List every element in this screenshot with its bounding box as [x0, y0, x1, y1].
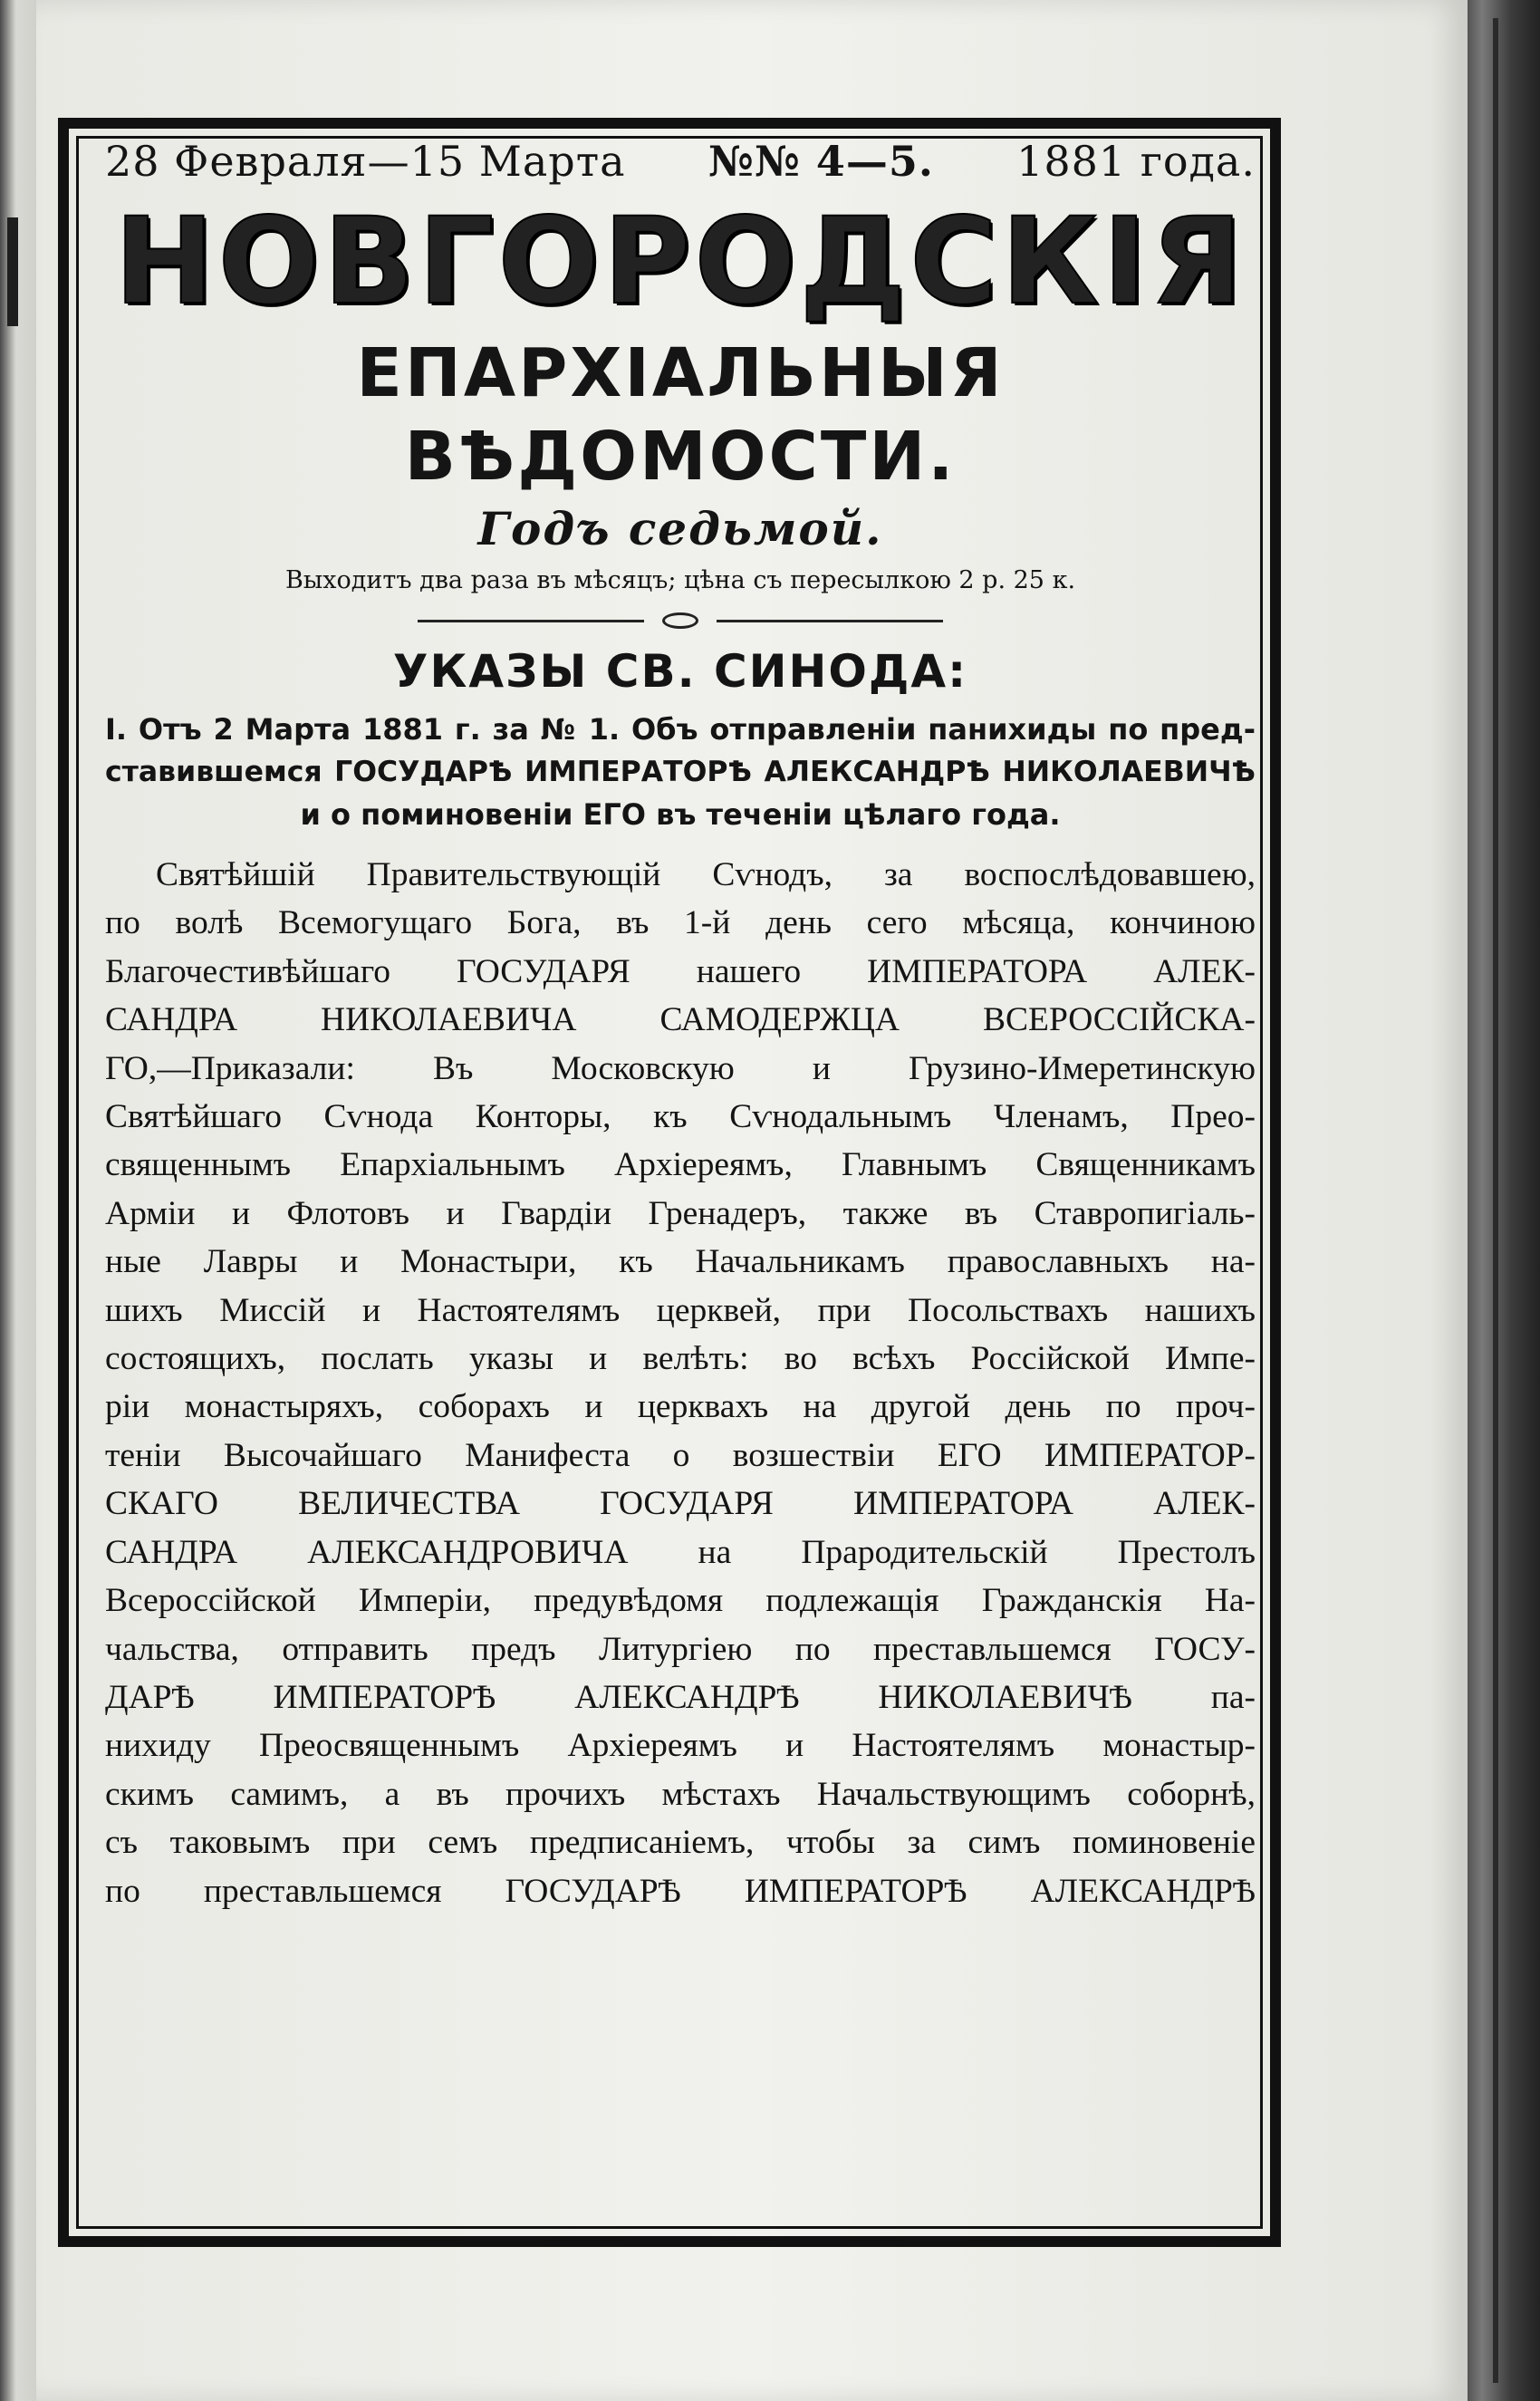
body-line: съ таковымъ при семъ предписаніемъ, чтобы за симъ поминовеніе — [105, 1824, 1256, 1862]
decree-title-line: I. Отъ 2 Марта 1881 г. за № 1. Объ отправленіи панихиды по пред- — [105, 712, 1256, 747]
body-line: Благочестивѣйшаго ГОСУДАРЯ нашего ИМПЕРАТОРА АЛЕК- — [105, 952, 1256, 990]
body-line: теніи Высочайшаго Манифеста о возшествіи ЕГО ИМПЕРАТОР- — [105, 1436, 1256, 1474]
body-line: ДАРѢ ИМПЕРАТОРѢ АЛЕКСАНДРѢ НИКОЛАЕВИЧѢ па- — [105, 1678, 1256, 1716]
body-line: скимъ самимъ, а въ прочихъ мѣстахъ Начальствующимъ соборнѣ, — [105, 1775, 1256, 1813]
decree-title-line: ставившемся ГОСУДАРѢ ИМПЕРАТОРѢ АЛЕКСАНДРѢ НИКОЛАЕВИЧѢ — [105, 756, 1256, 788]
body-line: Всероссійской Имперіи, предувѣдомя подлежащія Гражданскія На- — [105, 1582, 1256, 1620]
book-spine — [1468, 0, 1540, 2401]
price-note: Выходитъ два раза въ мѣсяцъ; цѣна съ пересылкою 2 р. 25 к. — [284, 566, 1076, 594]
body-line: состоящихъ, послать указы и велѣть: во всѣхъ Россійской Импе- — [105, 1340, 1256, 1378]
body-line: Святѣйшій Правительствующій Сѵнодъ, за воспослѣдовавшею, — [156, 856, 1256, 893]
body-line: Арміи и Флотовъ и Гвардіи Гренадеръ, также въ Ставропигіаль- — [105, 1194, 1256, 1232]
body-line: нихиду Преосвященнымъ Архіереямъ и Настоятелямъ монастыр- — [105, 1727, 1256, 1765]
ornament-divider — [418, 612, 943, 631]
ornament-left-rule — [418, 620, 644, 622]
issue-number: №№ 4—5. — [707, 137, 934, 186]
body-line: САНДРА НИКОЛАЕВИЧА САМОДЕРЖЦА ВСЕРОССІЙСКА- — [105, 1001, 1256, 1039]
publication-year-line: Годъ седьмой. — [477, 502, 883, 555]
facing-page-edge — [0, 0, 40, 2401]
spine-edge-line — [1493, 18, 1498, 2383]
ornament-right-rule — [717, 620, 943, 622]
body-line: чальства, отправить предъ Литургіею по преставльшемся ГОСУ- — [105, 1630, 1256, 1668]
body-line: Святѣйшаго Сѵнода Конторы, къ Сѵнодальнымъ Членамъ, Прео- — [105, 1098, 1256, 1136]
page-content — [105, 136, 1256, 1915]
body-line: по волѣ Всемогущаго Бога, въ 1-й день сего мѣсяца, кончиною — [105, 904, 1256, 942]
facing-page-mark — [7, 217, 18, 326]
decree-title — [105, 709, 1256, 836]
body-line: САНДРА АЛЕКСАНДРОВИЧА на Прародительскій Престолъ — [105, 1533, 1256, 1571]
body-line: шихъ Миссій и Настоятелямъ церквей, при Посольствахъ нашихъ — [105, 1291, 1256, 1329]
issue-date: 28 Февраля—15 Марта — [105, 137, 626, 186]
decree-title-line: и о поминовеніи ЕГО въ теченіи цѣлаго года. — [300, 797, 1061, 832]
ornament-knot — [662, 612, 698, 629]
body-line: СКАГО ВЕЛИЧЕСТВА ГОСУДАРЯ ИМПЕРАТОРА АЛЕК- — [105, 1485, 1256, 1523]
body-line: ГО,—Приказали: Въ Московскую и Грузино-Имеретинскую — [105, 1049, 1256, 1087]
masthead-title: НОВГОРОДСКІЯ — [114, 192, 1246, 332]
section-heading: УКАЗЫ СВ. СИНОДА: — [392, 645, 968, 698]
decree-body — [105, 851, 1256, 1915]
body-line: священнымъ Епархіальнымъ Архіереямъ, Главнымъ Священникамъ — [105, 1146, 1256, 1184]
body-line: ные Лавры и Монастыри, къ Начальникамъ православныхъ на- — [105, 1243, 1256, 1281]
issue-year: 1881 года. — [1016, 137, 1256, 186]
body-line: по преставльшемся ГОСУДАРѢ ИМПЕРАТОРѢ АЛЕКСАНДРѢ — [105, 1872, 1256, 1910]
masthead-subtitle: ЕПАРХІАЛЬНЫЯ ВѢДОМОСТИ. — [356, 334, 1005, 496]
issue-line — [105, 136, 1256, 187]
body-line: ріи монастыряхъ, соборахъ и церквахъ на другой день по проч- — [105, 1388, 1256, 1426]
